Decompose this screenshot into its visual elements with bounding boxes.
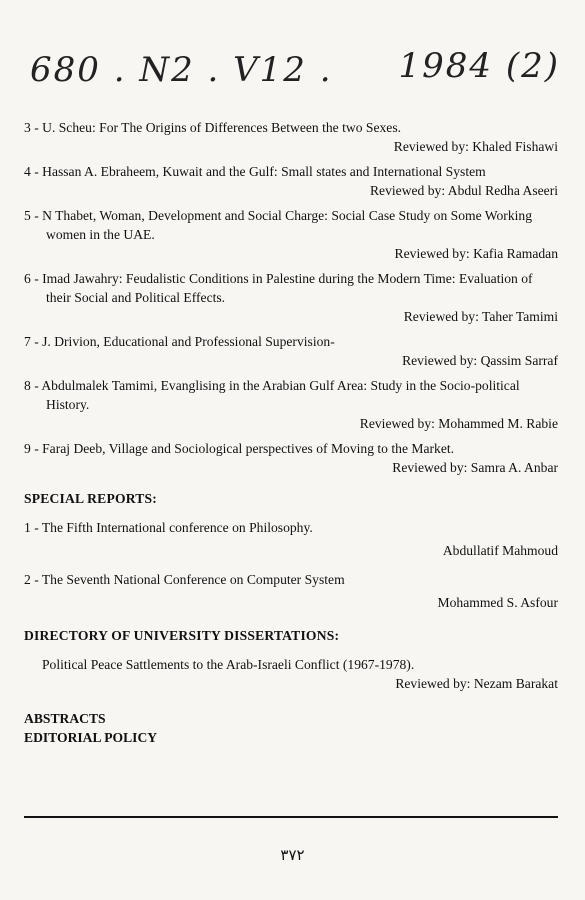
- review-entry-6: [24, 269, 558, 326]
- editorial-policy-heading: EDITORIAL POLICY: [24, 730, 158, 745]
- review-reviewer: Reviewed by: Qassim Sarraf: [402, 353, 558, 368]
- handwritten-volume-note: 680 . N2 . V12 .: [30, 50, 333, 90]
- report-author: Abdullatif Mahmoud: [442, 543, 558, 558]
- review-title: 6 - Imad Jawahry: Feudalistic Conditions in Palestine during the Modern Time: Evaluation of their Social and Political Effects.: [24, 271, 533, 305]
- dissertation-reviewer: Reviewed by: Nezam Barakat: [395, 676, 558, 691]
- review-title: 3 - U. Scheu: For The Origins of Differences Between the two Sexes.: [24, 120, 402, 135]
- special-reports-heading: SPECIAL REPORTS:: [24, 491, 158, 506]
- review-reviewer: Reviewed by: Taher Tamimi: [403, 309, 558, 324]
- footer-divider: [24, 816, 558, 818]
- special-report-2: [24, 570, 558, 612]
- review-reviewer: Reviewed by: Abdul Redha Aseeri: [369, 183, 558, 198]
- report-title: 2 - The Seventh National Conference on Computer System: [24, 572, 345, 587]
- review-title: 7 - J. Drivion, Educational and Professional Supervision-: [24, 334, 335, 349]
- review-title: 4 - Hassan A. Ebraheem, Kuwait and the Gulf: Small states and International System: [24, 164, 486, 179]
- review-entry-8: [24, 376, 558, 433]
- review-reviewer: Reviewed by: Khaled Fishawi: [393, 139, 558, 154]
- handwritten-annotation: [30, 40, 560, 100]
- review-entry-9: [24, 439, 558, 477]
- review-reviewer: Reviewed by: Samra A. Anbar: [392, 460, 558, 475]
- closing-sections: [24, 709, 558, 747]
- dissertations-heading: DIRECTORY OF UNIVERSITY DISSERTATIONS:: [24, 628, 340, 643]
- review-entry-4: [24, 162, 558, 200]
- page-content: [24, 118, 558, 747]
- review-entry-7: [24, 332, 558, 370]
- review-entry-3: [24, 118, 558, 156]
- page-number: ٣٧٢: [280, 846, 305, 864]
- handwritten-year-note: 1984 (2): [398, 46, 560, 86]
- review-reviewer: Reviewed by: Kafia Ramadan: [394, 246, 558, 261]
- abstracts-heading: ABSTRACTS: [24, 711, 106, 726]
- review-title: 5 - N Thabet, Woman, Development and Social Charge: Social Case Study on Some Working women in the UAE.: [24, 208, 533, 242]
- review-reviewer: Reviewed by: Mohammed M. Rabie: [359, 416, 558, 431]
- review-entry-5: [24, 206, 558, 263]
- review-title: 9 - Faraj Deeb, Village and Sociological perspectives of Moving to the Market.: [24, 441, 455, 456]
- review-title: 8 - Abdulmalek Tamimi, Evanglising in the Arabian Gulf Area: Study in the Socio-political History.: [24, 378, 520, 412]
- dissertation-title: Political Peace Sattlements to the Arab-Israeli Conflict (1967-1978).: [42, 657, 415, 672]
- special-report-1: [24, 518, 558, 560]
- report-title: 1 - The Fifth International conference on Philosophy.: [24, 520, 313, 535]
- report-author: Mohammed S. Asfour: [437, 595, 558, 610]
- dissertation-entry: [24, 655, 558, 693]
